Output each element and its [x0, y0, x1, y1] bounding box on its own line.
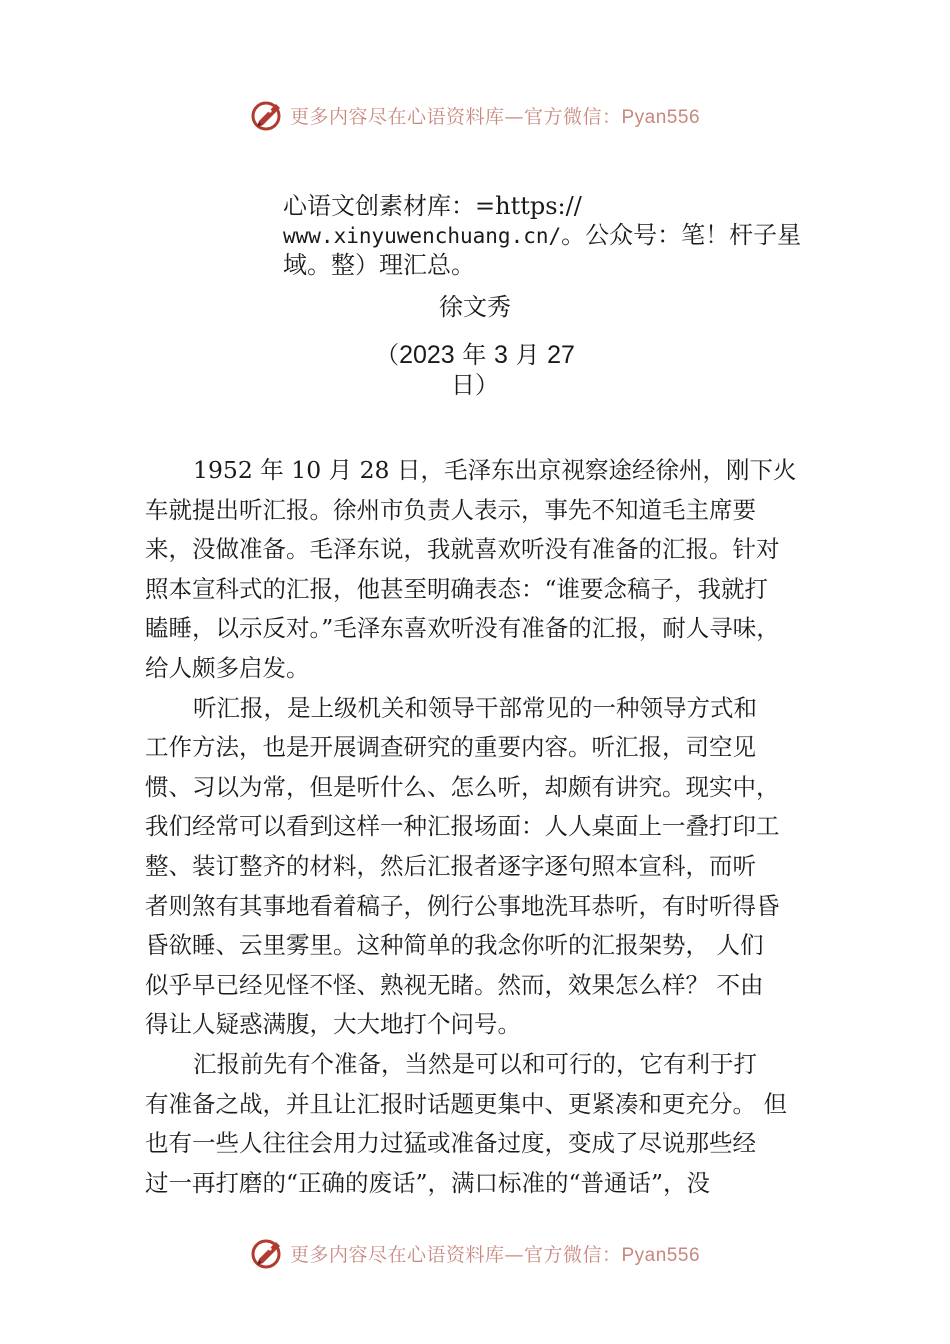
publish-date [355, 340, 595, 400]
text-line: 有准备之战，并且让汇报时话题更集中、更紧凑和更充分。 但 [145, 1089, 787, 1118]
text-line: 1952 年 10 月 28 日，毛泽东出京视察途经徐州，刚下火 [193, 456, 797, 484]
text-line: 整、装订整齐的材料，然后汇报者逐字逐句照本宣科，而听 [145, 851, 756, 880]
text-line: 车就提出听汇报。徐州市负责人表示，事先不知道毛主席要 [145, 495, 756, 524]
wechat-id: Pyan556 [621, 1244, 701, 1266]
paragraph [145, 1045, 825, 1203]
text-line: 者则煞有其事地看着稿子，例行公事地洗耳恭听，有时听得昏 [145, 891, 780, 920]
text-line: 过一再打磨的“正确的废话”，满口标准的“普通话”，没 [145, 1168, 711, 1197]
wechat-id: Pyan556 [621, 106, 701, 128]
text-line: 照本宣科式的汇报，他甚至明确表态：“谁要念稿子，我就打 [145, 574, 769, 603]
text-line: 听汇报，是上级机关和领导干部常见的一种领导方式和 [193, 693, 757, 722]
text-line: 似乎早已经见怪不怪、熟视无睹。然而，效果怎么样？ 不由 [145, 970, 764, 999]
text-line: 瞌睡，以示反对。”毛泽东喜欢听没有准备的汇报，耐人寻味， [145, 614, 780, 643]
source-note [283, 192, 828, 280]
pen-logo-icon [250, 97, 286, 133]
source-line-2: www.xinyuwenchuang.cn/。公众号：笔！杆子星 [283, 221, 802, 249]
paragraph [145, 451, 825, 689]
watermark-text: 更多内容尽在心语资料库—官方微信：Pyan556 [289, 1243, 701, 1266]
text-line: 工作方法，也是开展调查研究的重要内容。听汇报，司空见 [145, 733, 756, 762]
text-line: 来，没做准备。毛泽东说，我就喜欢听没有准备的汇报。针对 [145, 535, 780, 564]
date-line-1: （2023 年 3 月 27 [375, 341, 575, 369]
source-line-3: 域。整）理汇总。 [283, 251, 475, 279]
article-body [145, 451, 825, 1203]
source-line-1: 心语文创素材库：=https:// [283, 192, 582, 220]
text-line: 也有一些人往往会用力过猛或准备过度，变成了尽说那些经 [145, 1129, 756, 1158]
watermark-banner-bottom [0, 1233, 950, 1273]
date-line-2: 日） [451, 371, 499, 399]
text-line: 得让人疑惑满腹，大大地打个问号。 [145, 1010, 521, 1039]
author-name: 徐文秀 [439, 293, 511, 321]
watermark-banner-top [0, 95, 950, 135]
watermark-text: 更多内容尽在心语资料库—官方微信：Pyan556 [289, 105, 701, 128]
text-line: 惯、习以为常，但是听什么、怎么听，却颇有讲究。现实中， [145, 772, 780, 801]
text-line: 昏欲睡、云里雾里。这种简单的我念你听的汇报架势， 人们 [145, 931, 764, 960]
text-line: 我们经常可以看到这样一种汇报场面：人人桌面上一叠打印工 [145, 812, 780, 841]
text-line: 给人颇多启发。 [145, 653, 310, 682]
source-url: www.xinyuwenchuang.cn/ [283, 224, 562, 248]
text-line: 汇报前先有个准备，当然是可以和可行的，它有利于打 [193, 1049, 757, 1078]
paragraph [145, 689, 825, 1045]
pen-logo-icon [250, 1235, 286, 1271]
